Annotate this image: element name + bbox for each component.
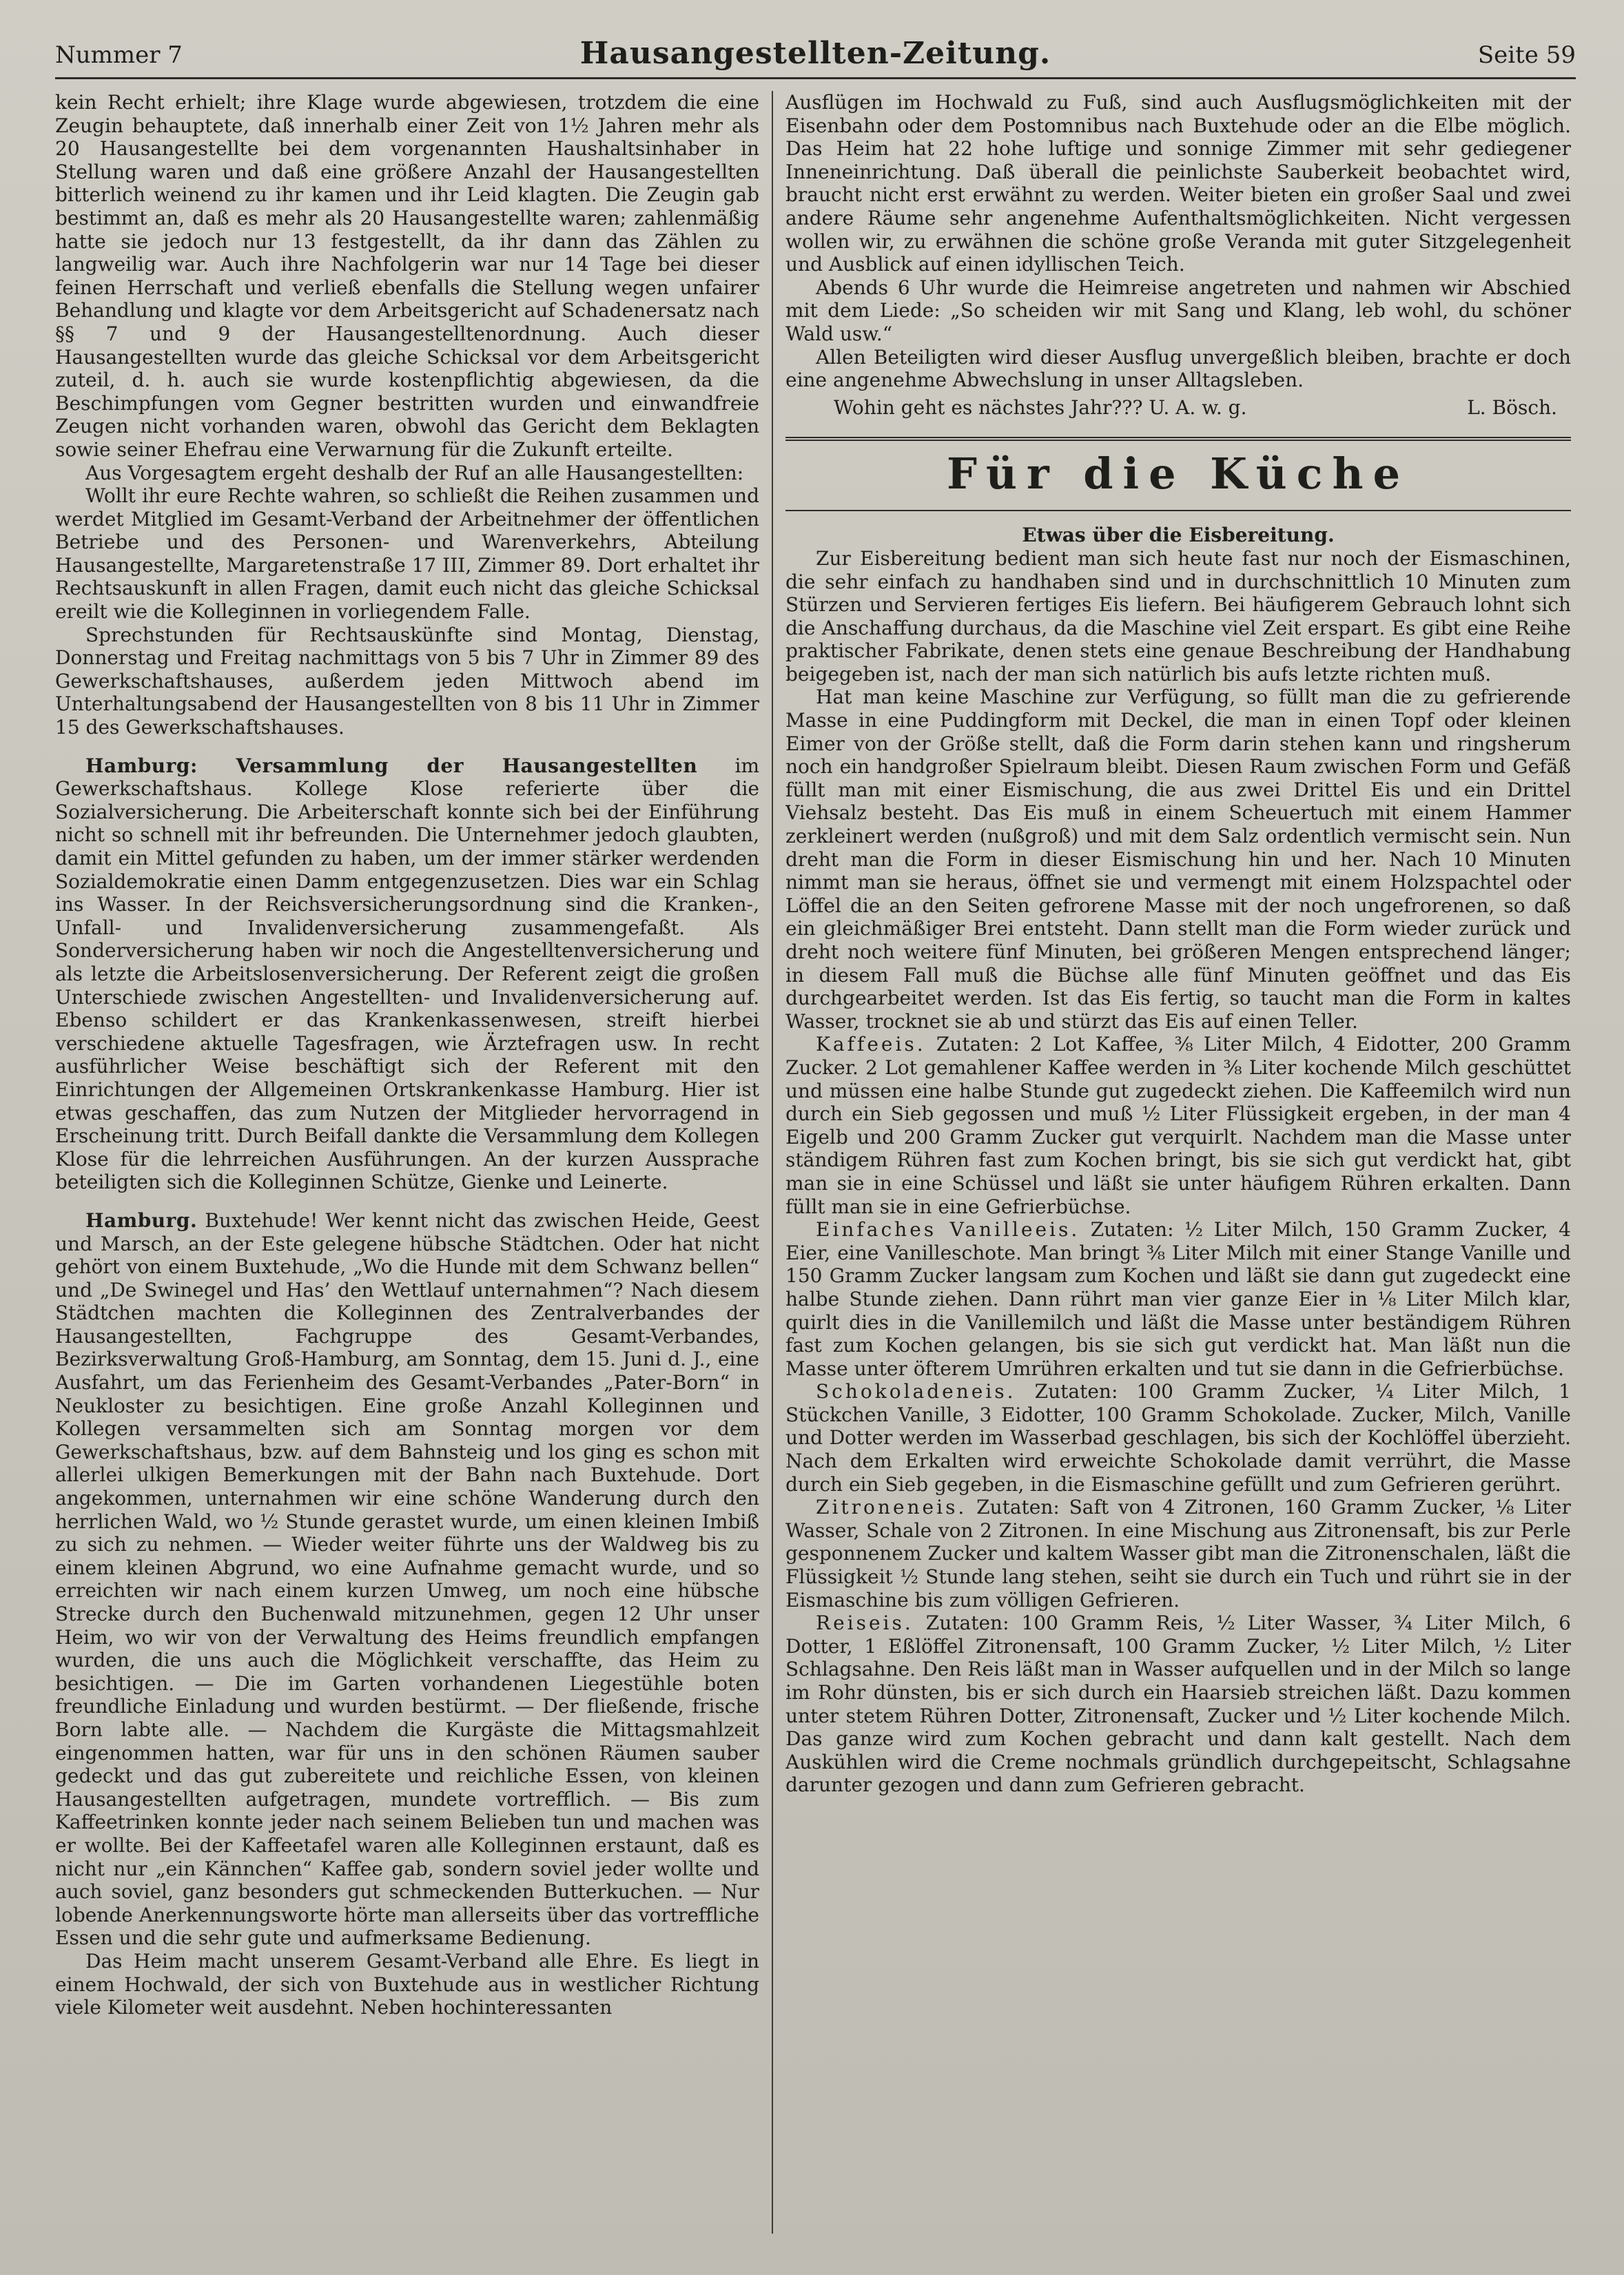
section-title: Für die Küche xyxy=(946,449,1410,500)
column-divider xyxy=(772,91,773,2234)
article-paragraph xyxy=(55,1209,759,1950)
recipe-text: Zutaten: 100 Gramm Zucker, ¼ Liter Milch, 1 Stückchen Vanille, 3 Eidotter, 100 Gramm Schokolade. Zucker, Milch, Vanille und Dotter werden im Wasserbad geschlagen, bis sich der Kochlöffel überzieht. Nach dem Erkalten wird erweichte Schokolade damit verrührt, die Masse durch ein Sieb gegeben, in die Eismaschine gefüllt und zum Gefrieren gerührt. xyxy=(785,1380,1571,1496)
running-head xyxy=(55,36,1576,79)
section-divider xyxy=(785,437,1571,441)
recipe-text: Zutaten: 100 Gramm Reis, ½ Liter Wasser, ¾ Liter Milch, 6 Dotter, 1 Eßlöffel Zitronensaft, 100 Gramm Zucker, ½ Liter Milch, ½ Liter Schlagsahne. Den Reis läßt man in Wasser aufquellen und in der Milch so lange im Rohr dünsten, bis er sich durch ein Haarsieb streichen läßt. Dazu kommen unter stetem Rühren Dotter, Zitronensaft, Zucker und ½ Liter kochende Milch. Das ganze wird zum Kochen gebracht und dann kalt gestellt. Nach dem Auskühlen wird die Creme nochmals gründlich durchgepeitscht, Schlagsahne darunter gezogen und dann zum Gefrieren gebracht. xyxy=(785,1612,1571,1797)
article-paragraph: Allen Beteiligten wird dieser Ausflug unvergeßlich bleiben, brachte er doch eine angenehme Abwechslung in unser Alltagsleben. xyxy=(785,345,1571,392)
section-divider xyxy=(785,510,1571,511)
recipe-paragraph: Zur Eisbereitung bedient man sich heute fast nur noch der Eismaschinen, die sehr einfach zu handhaben sind und in durchschnittlich 10 Minuten zum Stürzen und Servieren fertiges Eis liefern. Bei häufigerem Gebrauch lohnt sich die Anschaffung durchaus, da die Maschine viel Zeit erspart. Es gibt eine Reihe praktischer Fabrikate, denen stets eine genaue Beschreibung der Handhabung beigegeben ist, nach der man sich natürlich bis aufs letzte richten muß. xyxy=(785,546,1571,686)
article-lead: Hamburg. xyxy=(85,1208,198,1232)
recipe-paragraph xyxy=(785,1380,1571,1496)
issue-number: Nummer 7 xyxy=(55,41,183,69)
recipe-name: Zitroneneis. xyxy=(816,1496,967,1519)
left-column xyxy=(55,91,759,2247)
article-paragraph: kein Recht erhielt; ihre Klage wurde abgewiesen, trotzdem die eine Zeugin behauptete, daß innerhalb einer Zeit von 1½ Jahren mehr als 20 Hausangestellte bei dem vorgenannten Haushaltsinhaber in Stellung waren und daß eine größere Anzahl der Hausangestellten bitterlich weinend zu ihr kamen und ihr Leid klagten. Die Zeugin gab bestimmt an, daß es mehr als 20 Hausangestellte waren; zahlenmäßig hatte sie jedoch nur 13 festgestellt, da ihr dann das Zählen zu langweilig war. Auch ihre Nachfolgerin war nur 14 Tage bei dieser feinen Herrschaft und verließ ebenfalls die Stellung wegen unfairer Behandlung und klagte vor dem Arbeitsgericht auf Schadenersatz nach §§ 7 und 9 der Hausangestelltenordnung. Auch dieser Hausangestellten wurde das gleiche Schicksal vor dem Arbeitsgericht zuteil, d. h. auch sie wurde kostenpflichtig abgewiesen, da die Beschimpfungen vom Gegner bestritten wurden und einwandfreie Zeugen nicht vorhanden waren, obwohl das Gericht dem Beklagten sowie seiner Ehefrau eine Verwarnung für die Zukunft erteilte. xyxy=(55,91,759,461)
article-paragraph xyxy=(55,754,759,1194)
signature-author: L. Bösch. xyxy=(1467,395,1557,419)
recipe-paragraph xyxy=(785,1496,1571,1612)
recipe-name: Kaffeeis. xyxy=(816,1033,926,1056)
article-paragraph: Aus Vorgesagtem ergeht deshalb der Ruf an alle Hausangestellten: xyxy=(85,461,744,484)
article-paragraph: Das Heim macht unserem Gesamt-Verband alle Ehre. Es liegt in einem Hochwald, der sich von Buxtehude aus in westlicher Richtung viele Kilometer weit ausdehnt. Neben hochinteressanten xyxy=(55,1949,759,2019)
article-subheading: Etwas über die Eisbereitung. xyxy=(1022,524,1335,547)
recipe-name: Schokoladeneis. xyxy=(816,1380,1016,1403)
recipe-paragraph: Hat man keine Maschine zur Verfügung, so füllt man die zu gefrierende Masse in eine Puddingform mit Deckel, die man in einen Topf oder kleinen Eimer von der Größe stellt, daß die Form darin stehen kann und ringsherum noch ein handgroßer Spielraum bleibt. Diesen Raum zwischen Form und Gefäß füllt man mit einer Eismischung, die aus zwei Drittel Eis und ein Drittel Viehsalz besteht. Das Eis muß in einem Scheuertuch mit einem Hammer zerkleinert werden (nußgroß) und mit dem Salz ordentlich vermischt sein. Nun dreht man die Form in dieser Eismischung hin und her. Nach 10 Minuten nimmt man sie heraus, öffnet sie und vermengt mit einem Holzspachtel oder Löffel die an den Seiten gefrorene Masse mit der noch ungefrorenen, so daß ein gleichmäßiger Brei entsteht. Dann stellt man die Form wieder zurück und dreht noch weitere fünf Minuten, bei größeren Mengen entsprechend länger; in diesem Fall muß die Büchse alle fünf Minuten geöffnet und das Eis durchgearbeitet werden. Ist das Eis fertig, so taucht man die Form in kaltes Wasser, trocknet sie ab und stürzt das Eis auf einen Teller. xyxy=(785,686,1571,1033)
signature-question: Wohin geht es nächstes Jahr??? U. A. w. g. xyxy=(834,395,1247,419)
article-text: Buxtehude! Wer kennt nicht das zwischen Heide, Geest und Marsch, an der Este gelegene hübsche Städtchen. Oder hat nicht gehört von einem Buxtehude, „Wo die Hunde mit dem Schwanz bellen“ und „De Swinegel und Has’ den Wettlauf unternahmen“? Nach diesem Städtchen machten die Kolleginnen des Zentralverbandes der Hausangestellten, Fachgruppe des Gesamt-Verbandes, Bezirksverwaltung Groß-Hamburg, am Sonntag, dem 15. Juni d. J., eine Ausfahrt, um das Ferienheim des Gesamt-Verbandes „Pater-Born“ in Neukloster zu besichtigen. Eine große Anzahl Kolleginnen und Kollegen versammelten sich am Sonntag morgen vor dem Gewerkschaftshaus, bzw. auf dem Bahnsteig und los ging es schon mit allerlei ulkigen Bemerkungen mit der Bahn nach Buxtehude. Dort angekommen, unternahmen wir eine schöne Wanderung durch den herrlichen Wald, wo ½ Stunde gerastet wurde, um einen kleinen Imbiß zu sich zu nehmen. — Wieder weiter führte uns der Waldweg bis zu einem kleinen Abgrund, wo eine Aufnahme gemacht wurde, und so erreichten wir nach einem kurzen Umweg, um noch eine hübsche Strecke durch den Buchenwald mitzunehmen, gegen 12 Uhr unser Heim, wo wir von der Verwaltung des Heims freundlich empfangen wurden, die uns auch die Möglichkeit verschaffte, das Heim zu besichtigen. — Die im Garten vorhandenen Liegestühle boten freundliche Einladung und wurden bestürmt. — Der fließende, frische Born labte alle. — Nachdem die Kurgäste die Mittagsmahlzeit eingenommen hatten, war für uns in den schönen Räumen sauber gedeckt und das gut zubereitete und reichliche Essen, von kleinen Hausangestellten aufgetragen, mundete vortrefflich. — Bis zum Kaffeetrinken konnte jeder nach seinem Belieben tun und machen was er wollte. Bei der Kaffeetafel waren alle Kolleginnen erstaunt, daß es nicht nur „ein Kännchen“ Kaffee gab, sondern soviel jeder wollte und auch soviel, ganz besonders gut schmeckenden Butterkuchen. — Nur lobende Anerkennungsworte hörte man allerseits über das vortreffliche Essen und die sehr gute und aufmerksame Bedienung. xyxy=(55,1208,759,1950)
article-signature xyxy=(785,396,1571,420)
article-paragraph: Wollt ihr eure Rechte wahren, so schließt die Reihen zusammen und werdet Mitglied im Gesamt-Verband der Arbeitnehmer der öffentlichen Betriebe und des Personen- und Warenverkehrs, Abteilung Hausangestellte, Margaretenstraße 17 III, Zimmer 89. Dort erhaltet ihr Rechtsauskunft in allen Fragen, damit euch nicht das gleiche Schicksal ereilt wie die Kolleginnen in vorliegendem Falle. xyxy=(55,484,759,624)
recipe-text: Zutaten: 2 Lot Kaffee, ⅜ Liter Milch, 4 Eidotter, 200 Gramm Zucker. 2 Lot gemahlener Kaffee werden in ⅜ Liter kochende Milch geschüttet und müssen eine halbe Stunde gut zugedeckt ziehen. Die Kaffeemilch wird nun durch ein Sieb gegossen und muß ½ Liter Flüssigkeit ergeben, in der man 4 Eigelb und 200 Gramm Zucker gut verquirlt. Nachdem man die Masse unter ständigem Rühren fast zum Kochen bringt, bis sie sich gut verdickt hat, gibt man sie in eine Schüssel und läßt sie unter häufigem Rühren erkalten. Dann füllt man sie in eine Gefrierbüchse. xyxy=(785,1033,1571,1218)
recipe-text: Zutaten: Saft von 4 Zitronen, 160 Gramm Zucker, ⅛ Liter Wasser, Schale von 2 Zitronen. In eine Mischung aus Zitronensaft, bis zur Perle gesponnenem Zucker und kaltem Wasser gibt man die Zitronenschalen, läßt die Flüssigkeit ½ Stunde lang stehen, seiht sie durch ein Tuch und rührt sie in der Eismaschine bis zum völligen Gefrieren. xyxy=(785,1496,1571,1612)
newspaper-title: Hausangestellten-Zeitung. xyxy=(579,36,1051,71)
recipe-paragraph xyxy=(785,1612,1571,1797)
recipe-paragraph xyxy=(785,1033,1571,1218)
recipe-paragraph xyxy=(785,1218,1571,1380)
article-lead: Hamburg: Versammlung der Hausangestellten xyxy=(85,754,698,777)
article-paragraph: Sprechstunden für Rechtsauskünfte sind Montag, Dienstag, Donnerstag und Freitag nachmittags von 5 bis 7 Uhr in Zimmer 89 des Gewerkschaftshauses, außerdem jeden Mittwoch abend im Unterhaltungsabend der Hausangestellten von 8 bis 11 Uhr in Zimmer 15 des Gewerkschaftshauses. xyxy=(55,623,759,739)
recipe-name: Reiseis. xyxy=(816,1612,914,1635)
recipe-name: Einfaches Vanilleeis. xyxy=(816,1218,1080,1242)
recipe-text: Zutaten: ½ Liter Milch, 150 Gramm Zucker, 4 Eier, eine Vanilleschote. Man bringt ⅜ Liter Milch mit einer Stange Vanille und 150 Gramm Zucker langsam zum Kochen und läßt sie dann gut zugedeckt eine halbe Stunde ziehen. Dann rührt man vier ganze Eier in ⅛ Liter Milch klar, quirlt dies in die Vanillemilch und läßt die Masse unter beständigem Rühren fast zum Kochen gelangen, bis sie sich gut verdickt hat. Man läßt nun die Masse unter öfterem Umrühren erkalten und tut sie dann in die Gefrierbüchse. xyxy=(785,1218,1571,1380)
page-number: Seite 59 xyxy=(1477,41,1576,69)
article-paragraph: Abends 6 Uhr wurde die Heimreise angetreten und nahmen wir Abschied mit dem Liede: „So scheiden wir mit Sang und Klang, leb wohl, du schöner Wald usw.“ xyxy=(785,276,1571,345)
article-paragraph: Ausflügen im Hochwald zu Fuß, sind auch Ausflugsmöglichkeiten mit der Eisenbahn oder dem Postomnibus nach Buxtehude oder an die Elbe möglich. Das Heim hat 22 hohe luftige und sonnige Zimmer mit sehr gediegener Inneneinrichtung. Daß überall die peinlichste Sauberkeit beobachtet wird, braucht nicht erst erwähnt zu werden. Weiter bieten ein großer Saal und zwei andere Räume sehr angenehme Aufenthaltsmöglichkeiten. Nicht vergessen wollen wir, zu erwähnen die schöne große Veranda mit guter Sitzgelegenheit und Ausblick auf einen idyllischen Teich. xyxy=(785,91,1571,276)
right-column xyxy=(785,91,1571,2247)
article-text: im Gewerkschaftshaus. Kollege Klose referierte über die Sozialversicherung. Die Arbeiterschaft konnte sich bei der Einführung nicht so schnell mit ihr befreunden. Die Unternehmer jedoch glaubten, damit ein Mittel gefunden zu haben, um der immer stärker werdenden Sozialdemokratie einen Damm entgegenzusetzen. Dies war ein Schlag ins Wasser. In der Reichsversicherungsordnung sind die Kranken-, Unfall- und Invalidenversicherung zusammengefaßt. Als Sonderversicherung haben wir noch die Angestelltenversicherung und als letzte die Arbeitslosenversicherung. Der Referent zeigt die großen Unterschiede zwischen Angestellten- und Invalidenversicherung auf. Ebenso schildert er das Krankenkassenwesen, streift hierbei verschiedene aktuelle Tagesfragen, wie Ärztefragen usw. In recht ausführlicher Weise beschäftigt sich der Referent mit den Einrichtungen der Allgemeinen Ortskrankenkasse Hamburg. Hier ist etwas geschaffen, das zum Nutzen der Mitglieder hervorragend in Erscheinung tritt. Durch Beifall dankte die Versammlung dem Kollegen Klose für die lehrreichen Ausführungen. An der kurzen Aussprache beteiligten sich die Kolleginnen Schütze, Gienke und Leinerte. xyxy=(55,754,759,1194)
